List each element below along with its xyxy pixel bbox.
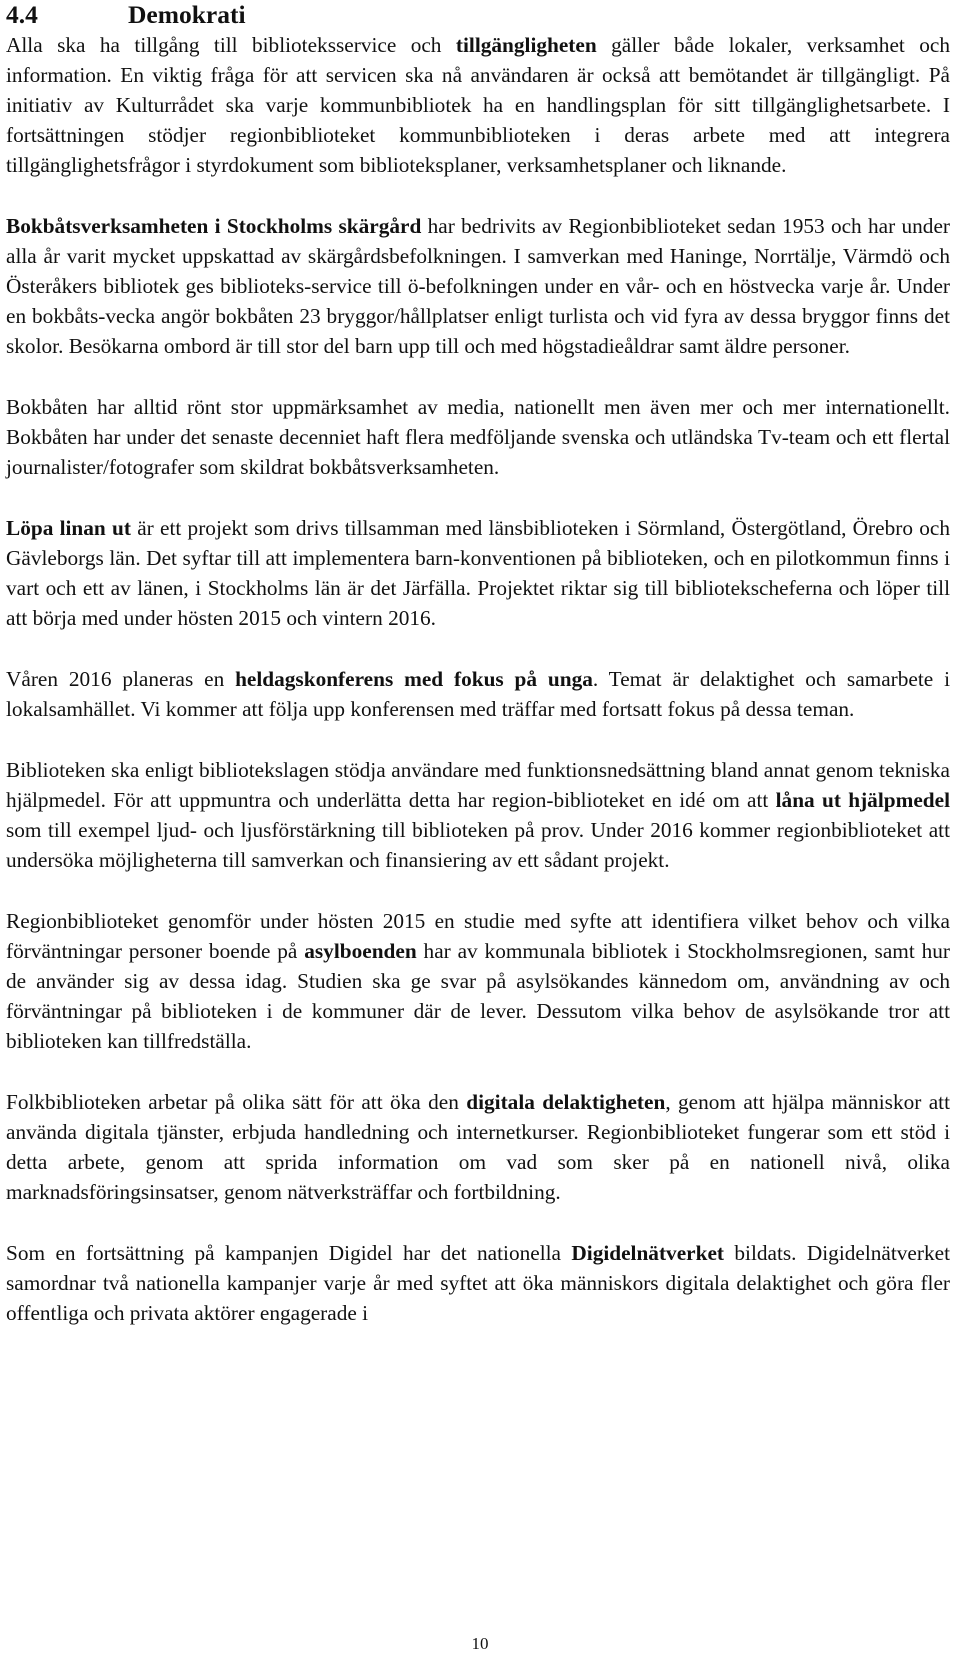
text-run: har av kommunala bibliotek i Stockholmsregionen, samt hur de använder sig av dessa idag. Studien ska ge svar på asylsökandes kännedom om, användning av och förväntningar på biblioteken i de kommuner där de lever. Dessutom vilka behov de asylsökande tror att biblioteken kan tillfredställa. — [6, 939, 951, 1053]
text-run: som till exempel ljud- och ljusförstärkning till biblioteken på prov. Under 2016 kommer regionbiblioteket att undersöka möjligheterna till samverkan och finansiering av ett sådant projekt. — [6, 818, 950, 872]
section-number: 4.4 — [6, 0, 38, 29]
bold-phrase: Löpa linan ut — [6, 516, 131, 540]
text-run: Våren 2016 planeras en — [6, 667, 236, 691]
bold-phrase: digitala delaktigheten — [466, 1090, 666, 1114]
bold-phrase: tillgängligheten — [455, 33, 597, 57]
paragraph-digidel-network — [6, 1238, 950, 1328]
paragraph-digital-inclusion — [6, 1087, 950, 1207]
bold-phrase: Bokbåtsverksamheten i Stockholms skärgård — [6, 214, 422, 238]
text-run: är ett projekt som drivs tillsamman med länsbiblioteken i Sörmland, Östergötland, Örebro och Gävleborgs län. Det syftar till att implementera barn-konventionen på biblioteken, och en pilotkommun finns i vart och ett av länen, i Stockholms län är det Järfälla. Projektet riktar sig till bibliotekscheferna och löper till att börja med under hösten 2015 och vintern 2016. — [6, 516, 950, 630]
page-number: 10 — [471, 1634, 489, 1653]
text-run: Bokbåten har alltid rönt stor uppmärksamhet av media, nationellt men även mer och mer internationellt. Bokbåten har under det senaste decenniet haft flera medföljande svenska och utländska Tv-team och ett flertal journalister/fotografer som skildrat bokbåtsverksamheten. — [6, 395, 950, 479]
section-title: Demokrati — [128, 0, 246, 29]
text-run: Folkbiblioteken arbetar på olika sätt för att öka den — [6, 1090, 467, 1114]
paragraph-lopa-linan-ut — [6, 513, 950, 633]
text-run: gäller både lokaler, verksamhet och information. En viktig fråga för att servicen ska nå användaren är också att bemötandet är tillgängligt. På initiativ av Kulturrådet ska varje kommunbibliotek ha en handlingsplan för sitt tillgänglighetsarbete. I fortsättningen stödjer regionbiblioteket kommunbiblioteken i deras arbete med att integrera tillgänglighetsfrågor i styrdokument som biblioteksplaner, verksamhetsplaner och liknande. — [6, 33, 950, 177]
bold-phrase: heldagskonferens med fokus på unga — [235, 667, 593, 691]
bold-phrase: låna ut hjälpmedel — [775, 788, 950, 812]
text-run: har bedrivits av Regionbiblioteket sedan 1953 och har under alla år varit mycket uppskattad av skärgårdsbefolkningen. I samverkan med Haninge, Norrtälje, Värmdö och Österåkers bibliotek ges biblioteks-service till ö-befolkningen under en vår- och en höstvecka varje år. Under en bokbåts-vecka angör bokbåten 23 bryggor/hållplatser enligt turlista och vid fyra av dessa bryggor finns det skolor. Besökarna ombord är till stor del barn upp till och med högstadieåldrar samt äldre personer. — [6, 214, 950, 358]
text-run: Som en fortsättning på kampanjen Digidel har det nationella — [6, 1241, 572, 1265]
text-run: bildats. Digidelnätverket samordnar två nationella kampanjer varje år med syftet att öka människors digitala delaktighet och göra fler offentliga och privata aktörer engagerade i — [6, 1241, 950, 1325]
text-run: Alla ska ha tillgång till biblioteksservice och — [6, 33, 456, 57]
text-run: Regionbiblioteket genomför under hösten 2015 en studie med syfte att identifiera vilket behov och vilka förväntningar personer boende på — [6, 909, 950, 963]
paragraph-youth-conference — [6, 664, 950, 724]
text-run: , genom att hjälpa människor att använda digitala tjänster, erbjuda handledning och internetkurser. Regionbiblioteket fungerar som ett stöd i detta arbete, genom att sprida information om vad som sker på en nationell nivå, olika marknadsföringsinsatser, genom nätverksträffar och fortbildning. — [6, 1090, 950, 1204]
text-run: . Temat är delaktighet och samarbete i lokalsamhället. Vi kommer att följa upp konferensen med träffar med fortsatt fokus på dessa teman. — [6, 667, 950, 721]
paragraph-accessibility — [6, 30, 950, 180]
bold-phrase: asylboenden — [304, 939, 417, 963]
paragraph-assistive-devices — [6, 755, 950, 875]
text-run: Biblioteken ska enligt bibliotekslagen stödja användare med funktionsnedsättning bland annat genom tekniska hjälpmedel. För att uppmuntra och underlätta detta har region-biblioteket en idé om att — [6, 758, 950, 812]
paragraph-bookboat-media — [6, 392, 950, 482]
section-heading — [6, 0, 950, 30]
body-text — [6, 30, 950, 1328]
paragraph-bookboat — [6, 211, 950, 361]
document-page — [6, 0, 950, 1328]
bold-phrase: Digidelnätverket — [571, 1241, 724, 1265]
paragraph-asylum-study — [6, 906, 950, 1056]
